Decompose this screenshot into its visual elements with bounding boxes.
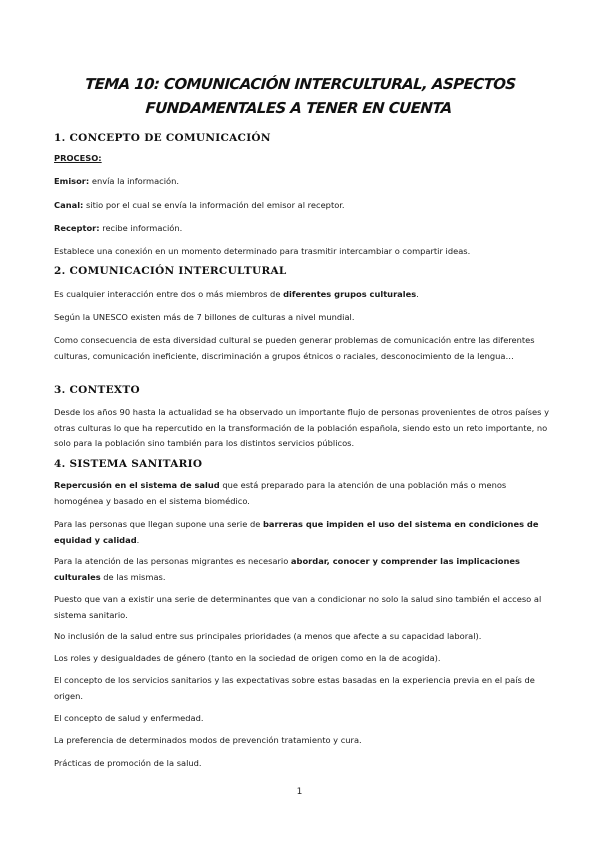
paragraph-prevencion: La preferencia de determinados modos de prevención tratamiento y cura. (54, 735, 362, 745)
page-title: TEMA 10: COMUNICACIÓN INTERCULTURAL, ASPECTOS FUNDAMENTALES A TENER EN CUENTA (84, 75, 517, 117)
paragraph-migrantes (54, 554, 549, 585)
text-run: . (136, 534, 140, 545)
heading-contexto: 3. CONTEXTO (54, 384, 140, 396)
emisor-text: envía la información. (89, 176, 180, 186)
heading-comunicacion-intercultural: 2. COMUNICACIÓN INTERCULTURAL (54, 265, 287, 277)
paragraph-barreras (54, 517, 549, 548)
heading-concepto-comunicacion: 1. CONCEPTO DE COMUNICACIÓN (54, 132, 271, 144)
bold-run: abordar, conocer y comprender las implicaciones culturales (54, 556, 520, 582)
bold-run: Repercusión en el sistema de salud (54, 480, 220, 490)
emisor-line (54, 174, 549, 190)
receptor-text: recibe información. (99, 223, 183, 233)
bold-run: barreras que impiden el uso del sistema en condiciones de equidad y calidad (54, 519, 539, 545)
text-run: Es cualquier interacción entre dos o más miembros de (54, 289, 284, 299)
receptor-label: Receptor: (54, 223, 100, 233)
text-run: . (416, 289, 419, 299)
paragraph-promocion: Prácticas de promoción de la salud. (54, 758, 202, 768)
paragraph-diversidad: Como consecuencia de esta diversidad cultural se pueden generar problemas de comunicación entre las diferentes culturas, comunicación ineficiente, discriminación a grupos étnicos o raciales, desconocimiento de la lengua… (54, 335, 535, 361)
text-run: Para la atención de las personas migrantes es necesario (54, 556, 291, 566)
paragraph-servicios-sanitarios: El concepto de los servicios sanitarios y las expectativas sobre estas basadas en la experiencia previa en el país de origen. (54, 675, 535, 701)
paragraph-repercusion (54, 478, 549, 509)
paragraph-roles-genero: Los roles y desigualdades de género (tanto en la sociedad de origen como en la de acogida). (54, 653, 441, 663)
receptor-line (54, 221, 549, 237)
heading-sistema-sanitario: 4. SISTEMA SANITARIO (54, 458, 203, 470)
text-run: Para las personas que llegan supone una serie de (54, 519, 263, 529)
paragraph-contexto: Desde los años 90 hasta la actualidad se ha observado un importante flujo de personas provenientes de otros países y otras culturas lo que ha repercutido en la transformación de la población española, siendo esto un reto importante, no solo para la población sino también para los distintos servicios públicos. (54, 407, 549, 448)
paragraph-determinantes: Puesto que van a existir una serie de determinantes que van a condicionar no solo la salud sino también el acceso al sistema sanitario. (54, 594, 542, 620)
proceso-underlined: PROCESO: (54, 153, 102, 163)
paragraph-no-inclusion: No inclusión de la salud entre sus principales prioridades (a menos que afecte a su capacidad laboral). (54, 631, 482, 641)
proceso-label (54, 151, 549, 167)
canal-line (54, 198, 549, 214)
text-run: que está preparado para la atención de una población más o menos homogénea y basado en el sistema biomédico. (54, 480, 507, 506)
paragraph-unesco: Según la UNESCO existen más de 7 billones de culturas a nivel mundial. (54, 312, 355, 322)
paragraph-conexion: Establece una conexión en un momento determinado para trasmitir intercambiar o compartir ideas. (54, 246, 471, 256)
emisor-label: Emisor: (54, 176, 90, 186)
bold-run: diferentes grupos culturales (283, 289, 417, 299)
paragraph-salud-enfermedad: El concepto de salud y enfermedad. (54, 713, 204, 723)
canal-label: Canal: (54, 200, 84, 210)
page-number: 1 (296, 787, 303, 797)
paragraph-interaccion (54, 287, 549, 303)
canal-text: sitio por el cual se envía la información del emisor al receptor. (83, 200, 345, 210)
text-run: de las mismas. (100, 571, 166, 582)
